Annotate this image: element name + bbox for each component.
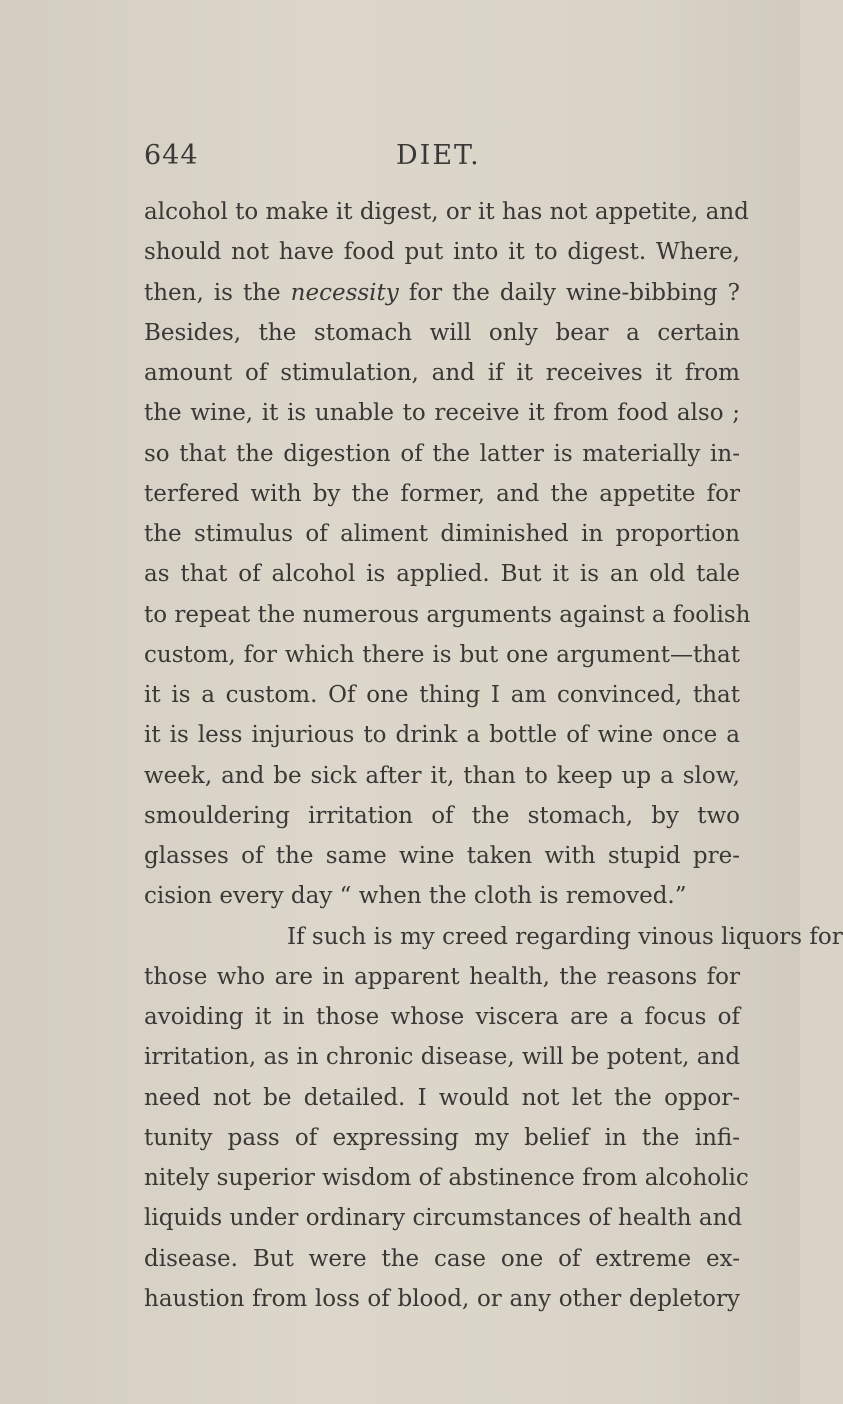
text-line: smouldering irritation of the stomach, by two: [144, 802, 740, 829]
body-text: [144, 192, 843, 1319]
text-line: amount of stimulation, and if it receives it from: [144, 360, 740, 386]
text-line: the stimulus of aliment diminished in proportion: [144, 521, 740, 547]
text-line: irritation, as in chronic disease, will be potent, and: [144, 1044, 741, 1071]
page-number: 644: [144, 140, 199, 171]
emphasis: necessity: [290, 279, 399, 306]
text-line: avoiding it in those whose viscera are a focus of: [144, 1004, 740, 1030]
text-line: should not have food put into it to digest. Where,: [144, 239, 740, 266]
running-head: DIET.: [396, 140, 481, 171]
text-line: to repeat the numerous arguments against a foolish: [144, 601, 751, 628]
text-line: those who are in apparent health, the reasons for: [144, 963, 740, 990]
text-line: Besides, the stomach will only bear a certain: [144, 319, 740, 346]
text-line: terfered with by the former, and the appetite for: [144, 480, 740, 507]
text-line: need not be detailed. I would not let the oppor-: [144, 1084, 740, 1111]
page-header: [144, 140, 744, 180]
text-line: tunity pass of expressing my belief in the infi-: [144, 1124, 740, 1151]
text-line: nitely superior wisdom of abstinence from alcoholic: [144, 1165, 749, 1191]
text-line: glasses of the same wine taken with stupid pre-: [144, 843, 740, 869]
text-line: the wine, it is unable to receive it from food also ;: [144, 400, 740, 427]
text-line: alcohol to make it digest, or it has not appetite, and: [144, 199, 749, 225]
text-line-paragraph-start: If such is my creed regarding vinous liquors for: [287, 923, 843, 950]
text-line: custom, for which there is but one argument—that: [144, 641, 740, 668]
text-line: cision every day “ when the cloth is removed.”: [144, 883, 687, 910]
text-line: week, and be sick after it, than to keep up a slow,: [144, 762, 740, 789]
text-line: liquids under ordinary circumstances of health and: [144, 1205, 743, 1232]
text-line: then, is the necessity for the daily wine-bibbing ?: [144, 279, 740, 306]
text-line: it is less injurious to drink a bottle of wine once a: [144, 722, 740, 749]
text-line: as that of alcohol is applied. But it is an old tale: [144, 561, 740, 588]
text-line: disease. But were the case one of extreme ex-: [144, 1245, 740, 1272]
text-line: it is a custom. Of one thing I am convinced, that: [144, 682, 740, 708]
text-line: so that the digestion of the latter is materially in-: [144, 440, 740, 467]
text-line: haustion from loss of blood, or any other depletory: [144, 1285, 740, 1312]
